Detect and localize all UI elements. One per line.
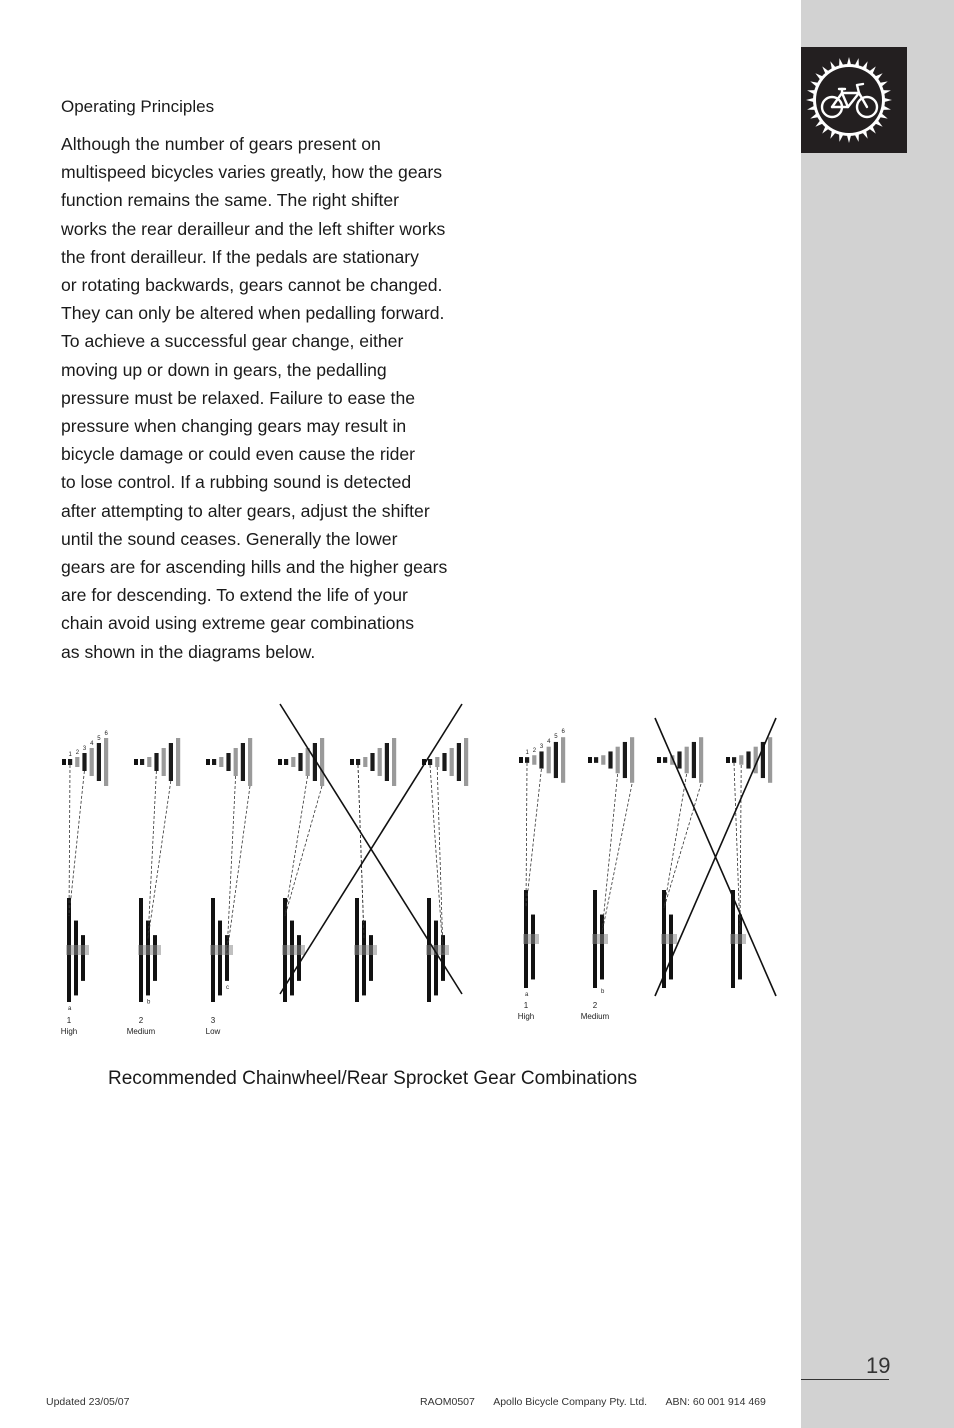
body-line: chain avoid using extreme gear combinations xyxy=(61,613,415,634)
body-paragraph xyxy=(61,130,481,666)
rear-sprocket xyxy=(739,755,743,765)
chain-line xyxy=(437,767,443,953)
rear-sprocket xyxy=(663,757,667,763)
sprocket-hub xyxy=(519,757,523,763)
sprocket-number: 4 xyxy=(547,739,551,745)
chain-line xyxy=(148,781,171,939)
combination-label: Medium xyxy=(580,1012,610,1021)
combination-label: High xyxy=(60,1027,78,1036)
chainwheel xyxy=(290,921,294,996)
rear-sprocket xyxy=(176,738,180,786)
rear-sprocket xyxy=(370,753,374,771)
sprocket-number: 2 xyxy=(532,748,537,754)
rear-sprocket xyxy=(392,738,396,786)
chain-line xyxy=(69,765,70,916)
body-line: To achieve a successful gear change, either xyxy=(61,331,404,352)
combination-label: Low xyxy=(205,1027,221,1036)
rear-sprocket xyxy=(685,747,689,774)
chain-line xyxy=(526,763,527,908)
rear-sprocket xyxy=(90,748,94,776)
logo-tooth xyxy=(806,98,814,102)
page-number: 19 xyxy=(866,1353,891,1378)
rear-sprocket xyxy=(623,742,627,778)
chain-line xyxy=(285,776,308,916)
sprocket-number: 6 xyxy=(561,729,565,735)
page-number-rule xyxy=(801,1379,889,1380)
rear-sprocket xyxy=(241,743,245,781)
chain-line xyxy=(148,771,156,939)
gear-combination-unit xyxy=(127,738,180,1036)
logo-tooth xyxy=(847,57,851,65)
gear-combination-unit xyxy=(278,738,324,1002)
chain-line xyxy=(602,784,632,933)
diagram-set xyxy=(518,718,776,1021)
rear-sprocket xyxy=(378,748,382,776)
bicycle-logo xyxy=(801,47,907,153)
rear-sprocket xyxy=(594,757,598,763)
sprocket-hub xyxy=(726,757,730,763)
sprocket-hub xyxy=(657,757,661,763)
rear-sprocket xyxy=(140,759,144,765)
gear-combination-unit xyxy=(422,738,468,1002)
chain-line xyxy=(740,765,741,933)
rear-sprocket xyxy=(561,737,565,783)
rear-sprocket xyxy=(298,753,302,771)
sprocket-hub xyxy=(206,759,210,765)
rear-sprocket xyxy=(746,751,750,768)
diagram-caption: Recommended Chainwheel/Rear Sprocket Gear Combinations xyxy=(108,1068,638,1089)
combination-number: 2 xyxy=(592,1001,598,1010)
body-line: pressure when changing gears may result in xyxy=(61,416,407,437)
rear-sprocket xyxy=(539,751,543,768)
combination-label: High xyxy=(517,1012,535,1021)
chain-line xyxy=(285,786,322,916)
sprocket-number: 4 xyxy=(90,741,94,747)
sprocket-hub xyxy=(62,759,66,765)
rear-sprocket xyxy=(554,742,558,778)
bicycle-gear-icon xyxy=(801,47,907,153)
rear-sprocket xyxy=(97,743,101,781)
rear-sprocket xyxy=(212,759,216,765)
sprocket-number: 3 xyxy=(539,744,544,750)
rear-sprocket xyxy=(450,748,454,776)
rear-sprocket xyxy=(601,755,605,765)
rear-sprocket xyxy=(234,748,238,776)
chain-line xyxy=(526,769,541,908)
sprocket-hub xyxy=(134,759,138,765)
sprocket-hub xyxy=(350,759,354,765)
crank-arm xyxy=(661,934,677,944)
combination-number: 2 xyxy=(138,1016,144,1025)
combination-label: Medium xyxy=(126,1027,156,1036)
chain-line xyxy=(602,774,618,933)
sprocket-number: 6 xyxy=(104,731,108,737)
gear-combination-unit xyxy=(61,731,109,1036)
rear-sprocket xyxy=(248,738,252,786)
rear-sprocket xyxy=(147,757,151,767)
chainwheel-letter: a xyxy=(525,992,529,998)
footer-publisher xyxy=(420,1396,766,1408)
sprocket-number: 3 xyxy=(82,746,87,752)
body-line: They can only be altered when pedalling forward. xyxy=(61,303,445,324)
footer-updated: Updated 23/05/07 xyxy=(46,1396,130,1408)
body-line: the front derailleur. If the pedals are stationary xyxy=(61,246,419,267)
chainwheel xyxy=(669,915,673,980)
rear-sprocket xyxy=(68,759,72,765)
rear-sprocket xyxy=(363,757,367,767)
gear-combination-unit xyxy=(518,729,566,1021)
body-line: function remains the same. The right shifter xyxy=(61,190,400,211)
crank-arm xyxy=(66,945,89,955)
diagram-set xyxy=(61,704,468,1036)
rear-sprocket xyxy=(464,738,468,786)
body-line: multispeed bicycles varies greatly, how the gears xyxy=(61,162,443,183)
crank-arm xyxy=(282,945,305,955)
chainwheel xyxy=(369,935,373,981)
logo-tooth xyxy=(884,98,892,102)
rear-sprocket xyxy=(699,737,703,783)
rear-sprocket xyxy=(525,757,529,763)
rear-sprocket xyxy=(616,747,620,774)
gear-combination-unit xyxy=(726,737,772,988)
rear-sprocket xyxy=(768,737,772,783)
chainwheel xyxy=(218,921,222,996)
body-line: to lose control. If a rubbing sound is detected xyxy=(61,472,412,493)
body-line: bicycle damage or could even cause the rider xyxy=(61,444,416,465)
body-line: Although the number of gears present on xyxy=(61,134,381,154)
chain-line xyxy=(227,776,236,953)
crank-arm xyxy=(523,934,539,944)
rear-sprocket xyxy=(356,759,360,765)
rear-sprocket xyxy=(75,757,79,767)
chainwheel xyxy=(297,935,301,981)
rear-sprocket xyxy=(162,748,166,776)
rear-sprocket xyxy=(630,737,634,783)
rear-sprocket xyxy=(226,753,230,771)
combination-number: 1 xyxy=(523,1001,529,1010)
body-line: are for descending. To extend the life of your xyxy=(61,585,408,606)
rear-sprocket xyxy=(284,759,288,765)
crank-arm xyxy=(592,934,608,944)
rear-sprocket xyxy=(547,747,551,774)
body-line: moving up or down in gears, the pedalling xyxy=(61,359,387,380)
sprocket-number: 5 xyxy=(97,736,101,742)
sprocket-number: 5 xyxy=(554,734,558,740)
rear-sprocket xyxy=(442,753,446,771)
chainwheel xyxy=(531,915,535,980)
footer-code: RAOM0507 xyxy=(420,1396,475,1408)
crank-arm xyxy=(138,945,161,955)
chainwheel xyxy=(153,935,157,981)
gear-combination-unit xyxy=(581,737,634,1021)
crank-arm xyxy=(730,934,746,944)
chain-line xyxy=(664,774,687,908)
rear-sprocket xyxy=(435,757,439,767)
body-line: until the sound ceases. Generally the lower xyxy=(61,528,398,549)
sprocket-hub xyxy=(588,757,592,763)
crank-arm xyxy=(210,945,233,955)
body-line: pressure must be relaxed. Failure to ease the xyxy=(61,387,416,408)
rear-sprocket xyxy=(385,743,389,781)
crank-arm xyxy=(354,945,377,955)
gear-combination-diagrams xyxy=(0,690,800,1050)
chainwheel-letter: b xyxy=(601,989,605,996)
logo-tooth xyxy=(847,135,851,143)
side-margin-band xyxy=(801,0,954,1428)
body-line: after attempting to alter gears, adjust the shifter xyxy=(61,500,430,521)
sprocket-number: 1 xyxy=(525,750,529,756)
body-line: or rotating backwards, gears cannot be changed. xyxy=(61,275,443,296)
chainwheel-letter: c xyxy=(226,984,229,991)
rear-sprocket xyxy=(732,757,736,763)
sprocket-number: 2 xyxy=(75,750,80,756)
combination-number: 3 xyxy=(210,1016,216,1025)
rear-sprocket xyxy=(677,751,681,768)
combination-number: 1 xyxy=(66,1016,72,1025)
rear-sprocket xyxy=(306,748,310,776)
sprocket-hub xyxy=(278,759,282,765)
rear-sprocket xyxy=(692,742,696,778)
rear-sprocket xyxy=(532,755,536,765)
rear-sprocket xyxy=(219,757,223,767)
rear-sprocket xyxy=(82,753,86,771)
rear-sprocket xyxy=(457,743,461,781)
sprocket-number: 1 xyxy=(68,752,72,758)
chainwheel xyxy=(600,915,604,980)
chainwheel-letter: b xyxy=(147,999,151,1006)
chain-line xyxy=(69,771,84,916)
rear-sprocket xyxy=(608,751,612,768)
rear-sprocket xyxy=(169,743,173,781)
footer-abn: ABN: 60 001 914 469 xyxy=(665,1396,766,1408)
section-heading: Operating Principles xyxy=(61,97,215,116)
chainwheel xyxy=(74,921,78,996)
rear-sprocket xyxy=(104,738,108,786)
footer-company: Apollo Bicycle Company Pty. Ltd. xyxy=(493,1396,648,1408)
rear-sprocket xyxy=(154,753,158,771)
chainwheel-letter: a xyxy=(68,1006,72,1012)
rear-sprocket xyxy=(428,759,432,765)
gear-combination-unit xyxy=(206,738,253,1036)
body-line: as shown in the diagrams below. xyxy=(61,641,316,662)
body-line: works the rear derailleur and the left shifter works xyxy=(61,218,446,239)
rear-sprocket xyxy=(291,757,295,767)
chainwheel xyxy=(434,921,438,996)
chain-line xyxy=(227,786,250,953)
chain-line xyxy=(664,784,701,908)
chainwheel xyxy=(81,935,85,981)
rear-sprocket xyxy=(320,738,324,786)
body-line: gears are for ascending hills and the higher gears xyxy=(61,557,448,578)
